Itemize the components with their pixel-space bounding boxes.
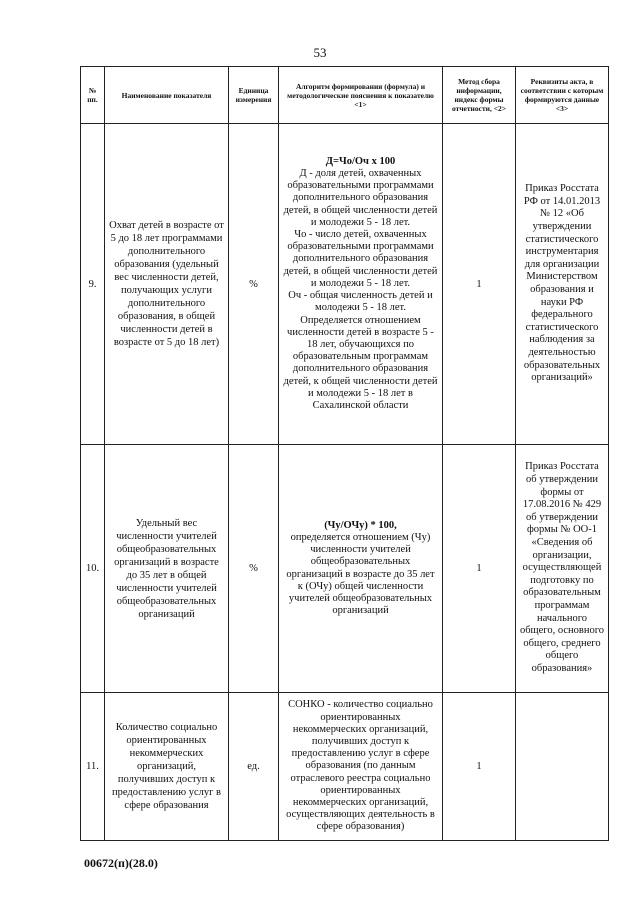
unit-of-measure: % (229, 124, 279, 445)
table-row (81, 124, 609, 445)
algorithm-line: определяется отношением (Чу) численности учителей общеобразовательных организаций в возрасте до 35 лет к (ОЧу) общей численности учителей общеобразовательных организаций (286, 531, 435, 617)
act-requisites: Приказ Росстата об утверждении формы от 17.08.2016 № 429 об утверждении формы № ОО-1 «Сведения об организации, осуществляющей подготовку по образовательным программам начального общего, основного общего, среднего общего образования» (516, 445, 609, 693)
row-number: 9. (81, 124, 105, 445)
table-row (81, 693, 609, 841)
algorithm-line: СОНКО - количество социально ориентированных некоммерческих организаций, получивших доступ к предоставлению услуг в сфере образования (по данным отраслевого реестра социально ориентированных некоммерческих организаций, осуществляющих деятельность в сфере образования) (286, 699, 435, 833)
algorithm-line: Чо - число детей, охваченных образовательными программами дополнительного образования детей, в общей численности детей и молодежи 5 - 18 лет. (283, 229, 438, 289)
indicator-name: Охват детей в возрасте от 5 до 18 лет программами дополнительного образования (удельный вес численности детей, получающих услуги дополнительного образования, в общей численности детей в возрасте от 5 до 18 лет) (105, 124, 229, 445)
header-name: Наименование показателя (105, 67, 229, 124)
algorithm-line: Оч - общая численность детей и молодежи 5 - 18 лет. (288, 290, 433, 314)
unit-of-measure: ед. (229, 693, 279, 841)
header-algorithm: Алгоритм формирования (формула) и методологические пояснения к показателю <1> (279, 67, 443, 124)
collection-method: 1 (443, 693, 516, 841)
header-requisites: Реквизиты акта, в соответствии с которым формируются данные <3> (516, 67, 609, 124)
algorithm-cell (279, 693, 443, 841)
document-code: 00672(п)(28.0) (84, 856, 158, 870)
algorithm-cell (279, 124, 443, 445)
row-number: 11. (81, 693, 105, 841)
collection-method: 1 (443, 445, 516, 693)
collection-method: 1 (443, 124, 516, 445)
formula: Д=Чо/Оч х 100 (325, 155, 396, 167)
algorithm-line: Д - доля детей, охваченных образовательными программами дополнительного образования детей, в общей численности детей и молодежи 5 - 18 лет. (283, 168, 438, 228)
act-requisites (516, 693, 609, 841)
table-header-row (81, 67, 609, 124)
indicator-name: Количество социально ориентированных некоммерческих организаций, получивших доступ к предоставлению услуг в сфере образования (105, 693, 229, 841)
formula: (Чу/ОЧу) * 100, (324, 519, 397, 531)
act-requisites: Приказ Росстата РФ от 14.01.2013 № 12 «Об утверждении статистического инструментария для организации Министерством образования и науки РФ федерального статистического наблюдения за деятельностью образовательных организаций» (516, 124, 609, 445)
unit-of-measure: % (229, 445, 279, 693)
page-number: 53 (313, 45, 327, 60)
header-unit: Единица измерения (229, 67, 279, 124)
algorithm-line: Определяется отношением численности детей в возрасте 5 - 18 лет, обучающихся по образовательным программам дополнительного образования детей, к общей численности детей и молодежи 5 - 18 лет в Сахалинской области (283, 314, 438, 411)
table-row (81, 445, 609, 693)
header-num: № пп. (81, 67, 105, 124)
row-number: 10. (81, 445, 105, 693)
algorithm-cell (279, 445, 443, 693)
indicators-table (80, 66, 609, 841)
header-method: Метод сбора информации, индекс формы отчетности, <2> (443, 67, 516, 124)
indicator-name: Удельный вес численности учителей общеобразовательных организаций в возрасте до 35 лет в общей численности учителей общеобразовательных организаций (105, 445, 229, 693)
